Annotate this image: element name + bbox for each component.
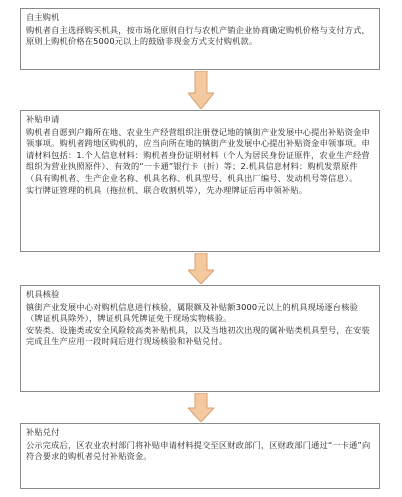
- step-text-application: 购机者自愿到户籍所在地、农业生产经营组织注册登记地的镇街产业发展中心提出补贴资金申领事项。购机者跨地区购机的，应当向所在地的镇街产业发展中心提出补贴资金申领事项。申请材料包括：1.个人信息材料：购机者身份证明材料（个人为居民身份证原件，农业生产经营组织为营业执照原件）、有效的“一卡通”银行卡（折）等；2.机具信息材料：购机发票原件（具有购机者、生产企业名称、机具名称、机具型号、机具出厂编号、发动机号等信息）。: [26, 126, 370, 183]
- down-arrow-icon: [188, 393, 214, 422]
- step-title-verification: 机具核验: [26, 289, 60, 299]
- step-box-payment: [20, 423, 380, 489]
- flow-arrow-3: [188, 393, 214, 422]
- step-text-verification-note: 安装类、设施类或安全风险较高类补贴机具，以及当地初次出现的属补贴类机具型号，在安装完成且生产应用一段时间后进行现场核验和补贴兑付。: [26, 324, 370, 347]
- step-text-purchase: 购机者自主选择购买机具，按市场化原则自行与农机产销企业协商确定购机价格与支付方式，原则上购机价格在5000元以上的鼓励非现金方式支付购机款。: [26, 24, 370, 47]
- flow-arrow-1: [188, 71, 214, 109]
- down-arrow-icon: [188, 253, 214, 284]
- step-text-verification: 镇街产业发展中心对购机信息进行核验，属限额及补贴额3000元以上的机具现场逐台核验（牌证机具除外），牌证机具凭牌证免于现场实物核验。: [26, 301, 358, 324]
- step-title-payment: 补贴兑付: [26, 427, 60, 437]
- flow-arrow-2: [188, 253, 214, 284]
- step-text-application-note: 实行牌证管理的机具（拖拉机、联合收割机等），先办理牌证后再申领补贴。: [26, 184, 308, 195]
- step-text-payment: 公示完成后，区农业农村部门将补贴申请材料提交至区财政部门，区财政部门通过“一卡通”向符合要求的购机者兑付补贴资金。: [26, 439, 371, 462]
- down-arrow-icon: [188, 71, 214, 109]
- step-box-application: [20, 110, 380, 252]
- step-title-application: 补贴申请: [26, 114, 60, 124]
- step-title-purchase: 自主购机: [26, 12, 60, 22]
- step-box-verification: [20, 285, 380, 392]
- step-box-purchase: [20, 8, 380, 70]
